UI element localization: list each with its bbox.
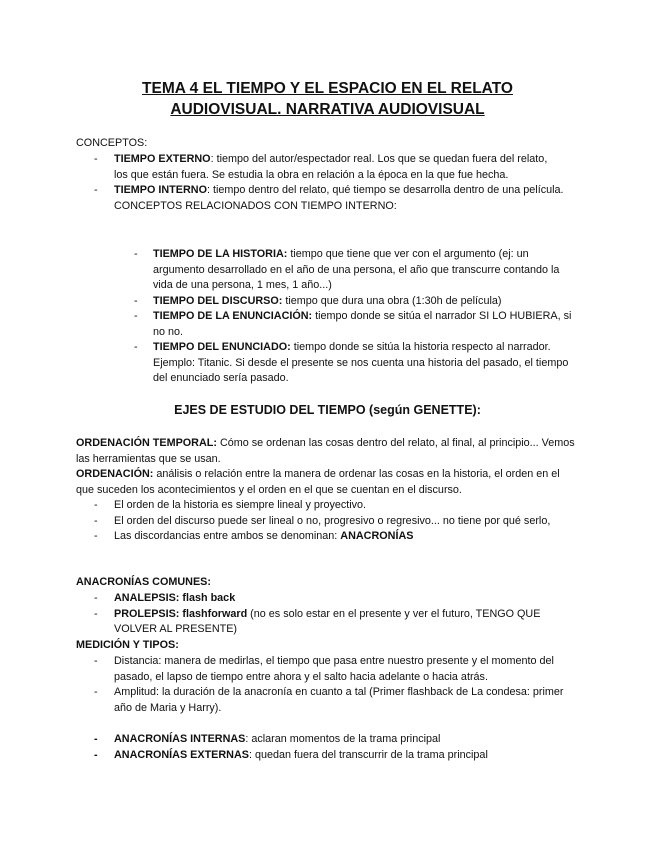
anacronias-heading [76, 575, 576, 591]
text-anacronias-externas: : quedan fuera del transcurrir de la trama principal [248, 748, 488, 761]
bullet-dash: - [134, 248, 138, 260]
term-ordenacion-temporal: ORDENACIÓN TEMPORAL: [76, 437, 217, 449]
text-tiempo-enunciado: tiempo donde se sitúa la historia respecto al narrador. Ejemplo: Titanic. Si desde el presente se nos cuenta una historia del pasado, el tiempo del enunciado sería pasado. [153, 341, 569, 384]
text-ordenacion-temporal: Cómo se ordenan las cosas dentro del relato, al final, al principio... Vemos las herramientas que se usan. [76, 437, 575, 465]
anacronias-heading-text: ANACRONÍAS COMUNES: [76, 576, 211, 588]
term-ordenacion: ORDENACIÓN: [76, 468, 154, 480]
bullet-dash: - [94, 514, 98, 527]
ordenacion-paragraph [76, 467, 576, 498]
text-tiempo-enunciacion: tiempo donde se sitúa el narrador SI LO HUBIERA, si no no. [153, 310, 572, 338]
anacronias-list [94, 591, 574, 638]
bullet-dash: - [94, 184, 98, 196]
bullet-dash: - [134, 310, 138, 322]
anacronias-tipos-list [94, 732, 579, 763]
list-item [94, 514, 574, 530]
list-item [94, 685, 579, 716]
bullet-dash: - [94, 607, 98, 620]
list-item [94, 529, 574, 545]
ordenacion-list [94, 498, 574, 545]
list-item [94, 732, 579, 748]
term-tiempo-enunciado: TIEMPO DEL ENUNCIADO: [153, 341, 291, 353]
bullet-dash: - [94, 153, 98, 165]
tiempo-interno-sublist [134, 247, 574, 387]
ordenacion-section [76, 436, 576, 498]
list-item [94, 607, 574, 638]
text-anacronias-internas: : aclaran momentos de la trama principal [245, 733, 441, 745]
list-item [94, 654, 579, 685]
term-tiempo-externo: TIEMPO EXTERNO [114, 153, 211, 165]
list-item [134, 340, 574, 387]
conceptos-heading-text: CONCEPTOS: [76, 137, 148, 149]
list-item [94, 498, 574, 514]
term-tiempo-historia: TIEMPO DE LA HISTORIA: [153, 248, 288, 260]
bullet-dash: - [94, 592, 98, 604]
term-tiempo-interno: TIEMPO INTERNO [114, 184, 207, 196]
text-tiempo-discurso: tiempo que dura una obra (1:30h de película) [282, 294, 502, 307]
bullet-dash: - [134, 341, 138, 353]
term-tiempo-discurso: TIEMPO DEL DISCURSO: [153, 294, 283, 307]
bullet-dash: - [94, 733, 98, 745]
text-amplitud: Amplitud: la duración de la anacronía en cuanto a tal (Primer flashback de La condesa: primer año de Maria y Harry). [114, 686, 564, 714]
conceptos-heading [76, 136, 576, 152]
text-orden-discurso: El orden del discurso puede ser lineal o no, progresivo o regresivo... no tiene por qué serlo, [114, 514, 551, 527]
title-line-1: TEMA 4 EL TIEMPO Y EL ESPACIO EN EL RELATO [142, 80, 513, 97]
bullet-dash: - [134, 294, 138, 307]
title-line-2: AUDIOVISUAL. NARRATIVA AUDIOVISUAL [170, 101, 485, 118]
text-discordancias: Las discordancias entre ambos se denominan: [114, 530, 341, 542]
bullet-dash: - [94, 499, 98, 511]
bullet-dash: - [94, 686, 98, 698]
text-tiempo-interno: : tiempo dentro del relato, qué tiempo se desarrolla dentro de una película. CONCEPTOS RELACIONADOS CON TIEMPO INTERNO: [114, 184, 564, 212]
medicion-heading-text: MEDICIÓN Y TIPOS: [76, 639, 179, 651]
text-prolepsis: (no es solo estar en el presente y ver el futuro, TENGO QUE VOLVER AL PRESENTE) [114, 607, 541, 635]
medicion-heading [76, 638, 576, 654]
term-anacronias-externas: ANACRONÍAS EXTERNAS [114, 748, 249, 761]
list-item [94, 183, 564, 214]
list-item [134, 309, 574, 340]
page-title [60, 78, 595, 120]
medicion-list [94, 654, 579, 716]
term-anacronias-internas: ANACRONÍAS INTERNAS [114, 733, 246, 745]
list-item [94, 748, 579, 764]
conceptos-list [94, 152, 564, 214]
term-anacronias: ANACRONÍAS [340, 530, 414, 542]
text-distancia: Distancia: manera de medirlas, el tiempo que pasa entre nuestro presente y el momento del pasado, el lapso de tiempo entre ahora y el salto hacia adelante o hacia atrás. [114, 655, 554, 683]
bullet-dash: - [94, 655, 98, 667]
ejes-heading: EJES DE ESTUDIO DEL TIEMPO (según GENETTE): [174, 403, 481, 417]
bullet-dash: - [94, 530, 98, 542]
term-analepsis: ANALEPSIS: flash back [114, 592, 236, 604]
list-item [94, 591, 574, 607]
term-prolepsis: PROLEPSIS: flashforward [114, 607, 248, 620]
text-tiempo-historia: tiempo que tiene que ver con el argumento (ej: un argumento desarrollado en el año de una persona, el año que transcurre contando la vida de una persona, 1 mes, 1 año...) [153, 248, 560, 291]
list-item [134, 247, 574, 294]
bullet-dash: - [94, 748, 98, 761]
list-item [94, 152, 564, 183]
list-item [134, 294, 574, 310]
text-ordenacion: análisis o relación entre la manera de ordenar las cosas en la historia, el orden en el que suceden los acontecimientos y el orden en el que se cuentan en el discurso. [76, 468, 560, 496]
ordenacion-temporal-paragraph [76, 436, 576, 467]
term-tiempo-enunciacion: TIEMPO DE LA ENUNCIACIÓN: [153, 310, 313, 322]
text-tiempo-externo: : tiempo del autor/espectador real. Los que se quedan fuera del relato, los que están fuera. Se estudia la obra en relación a la época en la que fue hecha. [114, 153, 548, 181]
text-orden-historia: El orden de la historia es siempre lineal y proyectivo. [114, 499, 367, 511]
